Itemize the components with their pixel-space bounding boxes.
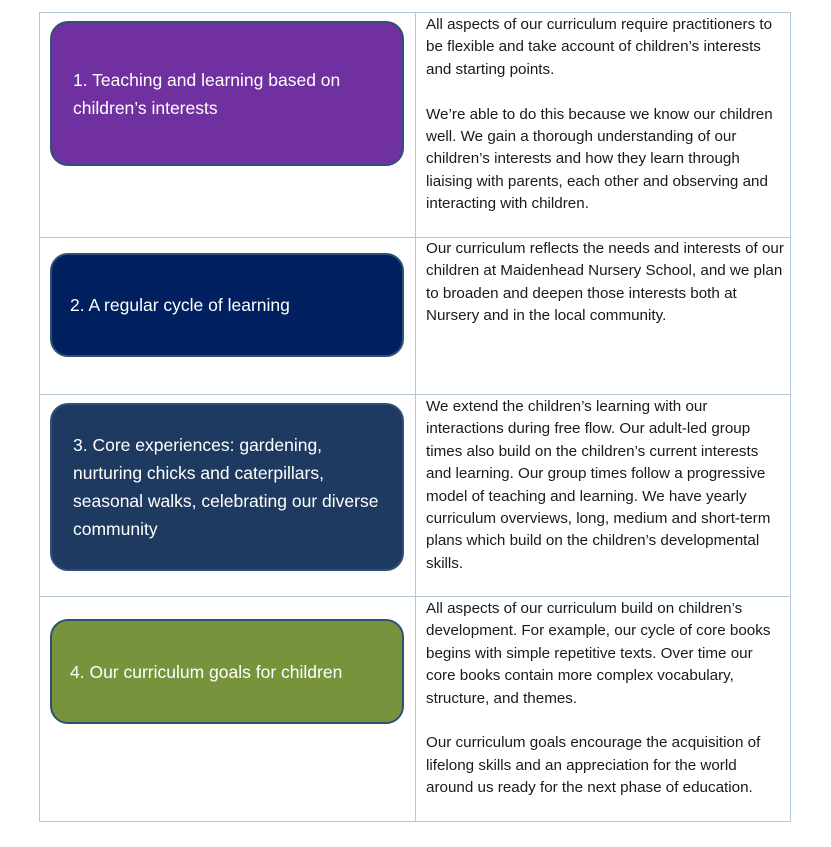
heading-box-3: [50, 403, 404, 571]
column-divider: [415, 13, 416, 821]
description-cell-4: [426, 598, 786, 800]
description-paragraph: Our curriculum reflects the needs and interests of our children at Maidenhead Nursery School, and we plan to broaden and deepen those interests both at Nursery and in the local community.: [426, 240, 784, 325]
row-divider: [40, 596, 790, 597]
heading-text-2: 2. A regular cycle of learning: [70, 295, 290, 315]
heading-text-4: 4. Our curriculum goals for children: [70, 661, 343, 682]
description-cell-2: [426, 238, 786, 328]
heading-box-1: [50, 21, 404, 166]
description-paragraph: Our curriculum goals encourage the acquisition of lifelong skills and an appreciation for the world around us ready for the next phase of education.: [426, 734, 761, 797]
description-cell-3: [426, 396, 786, 575]
heading-box-4: [50, 619, 404, 724]
description-cell-1: [426, 14, 786, 216]
heading-box-2: [50, 253, 404, 357]
heading-text-3: 3. Core experiences: gardening, nurturing chicks and caterpillars, seasonal walks, celebrating our diverse community: [73, 435, 379, 539]
curriculum-table: [39, 12, 791, 822]
description-paragraph: We’re able to do this because we know our children well. We gain a thorough understanding of our children’s interests and how they learn through liaising with parents, each other and observing and interacting with children.: [426, 105, 773, 213]
description-paragraph: We extend the children’s learning with our interactions during free flow. Our adult-led group times also build on the children’s current interests and learning. Our group times follow a progressive model of teaching and learning. We have yearly curriculum overviews, long, medium and short-term plans which build on the children’s developmental skills.: [426, 398, 771, 572]
description-paragraph: All aspects of our curriculum require practitioners to be flexible and take account of children’s interests and starting points.: [426, 16, 773, 78]
description-paragraph: All aspects of our curriculum build on children’s development. For example, our cycle of core books begins with simple repetitive texts. Over time our core books contain more complex vocabulary, structure, and themes.: [426, 600, 771, 707]
row-divider: [40, 394, 790, 395]
heading-text-1: 1. Teaching and learning based on children’s interests: [73, 69, 341, 118]
